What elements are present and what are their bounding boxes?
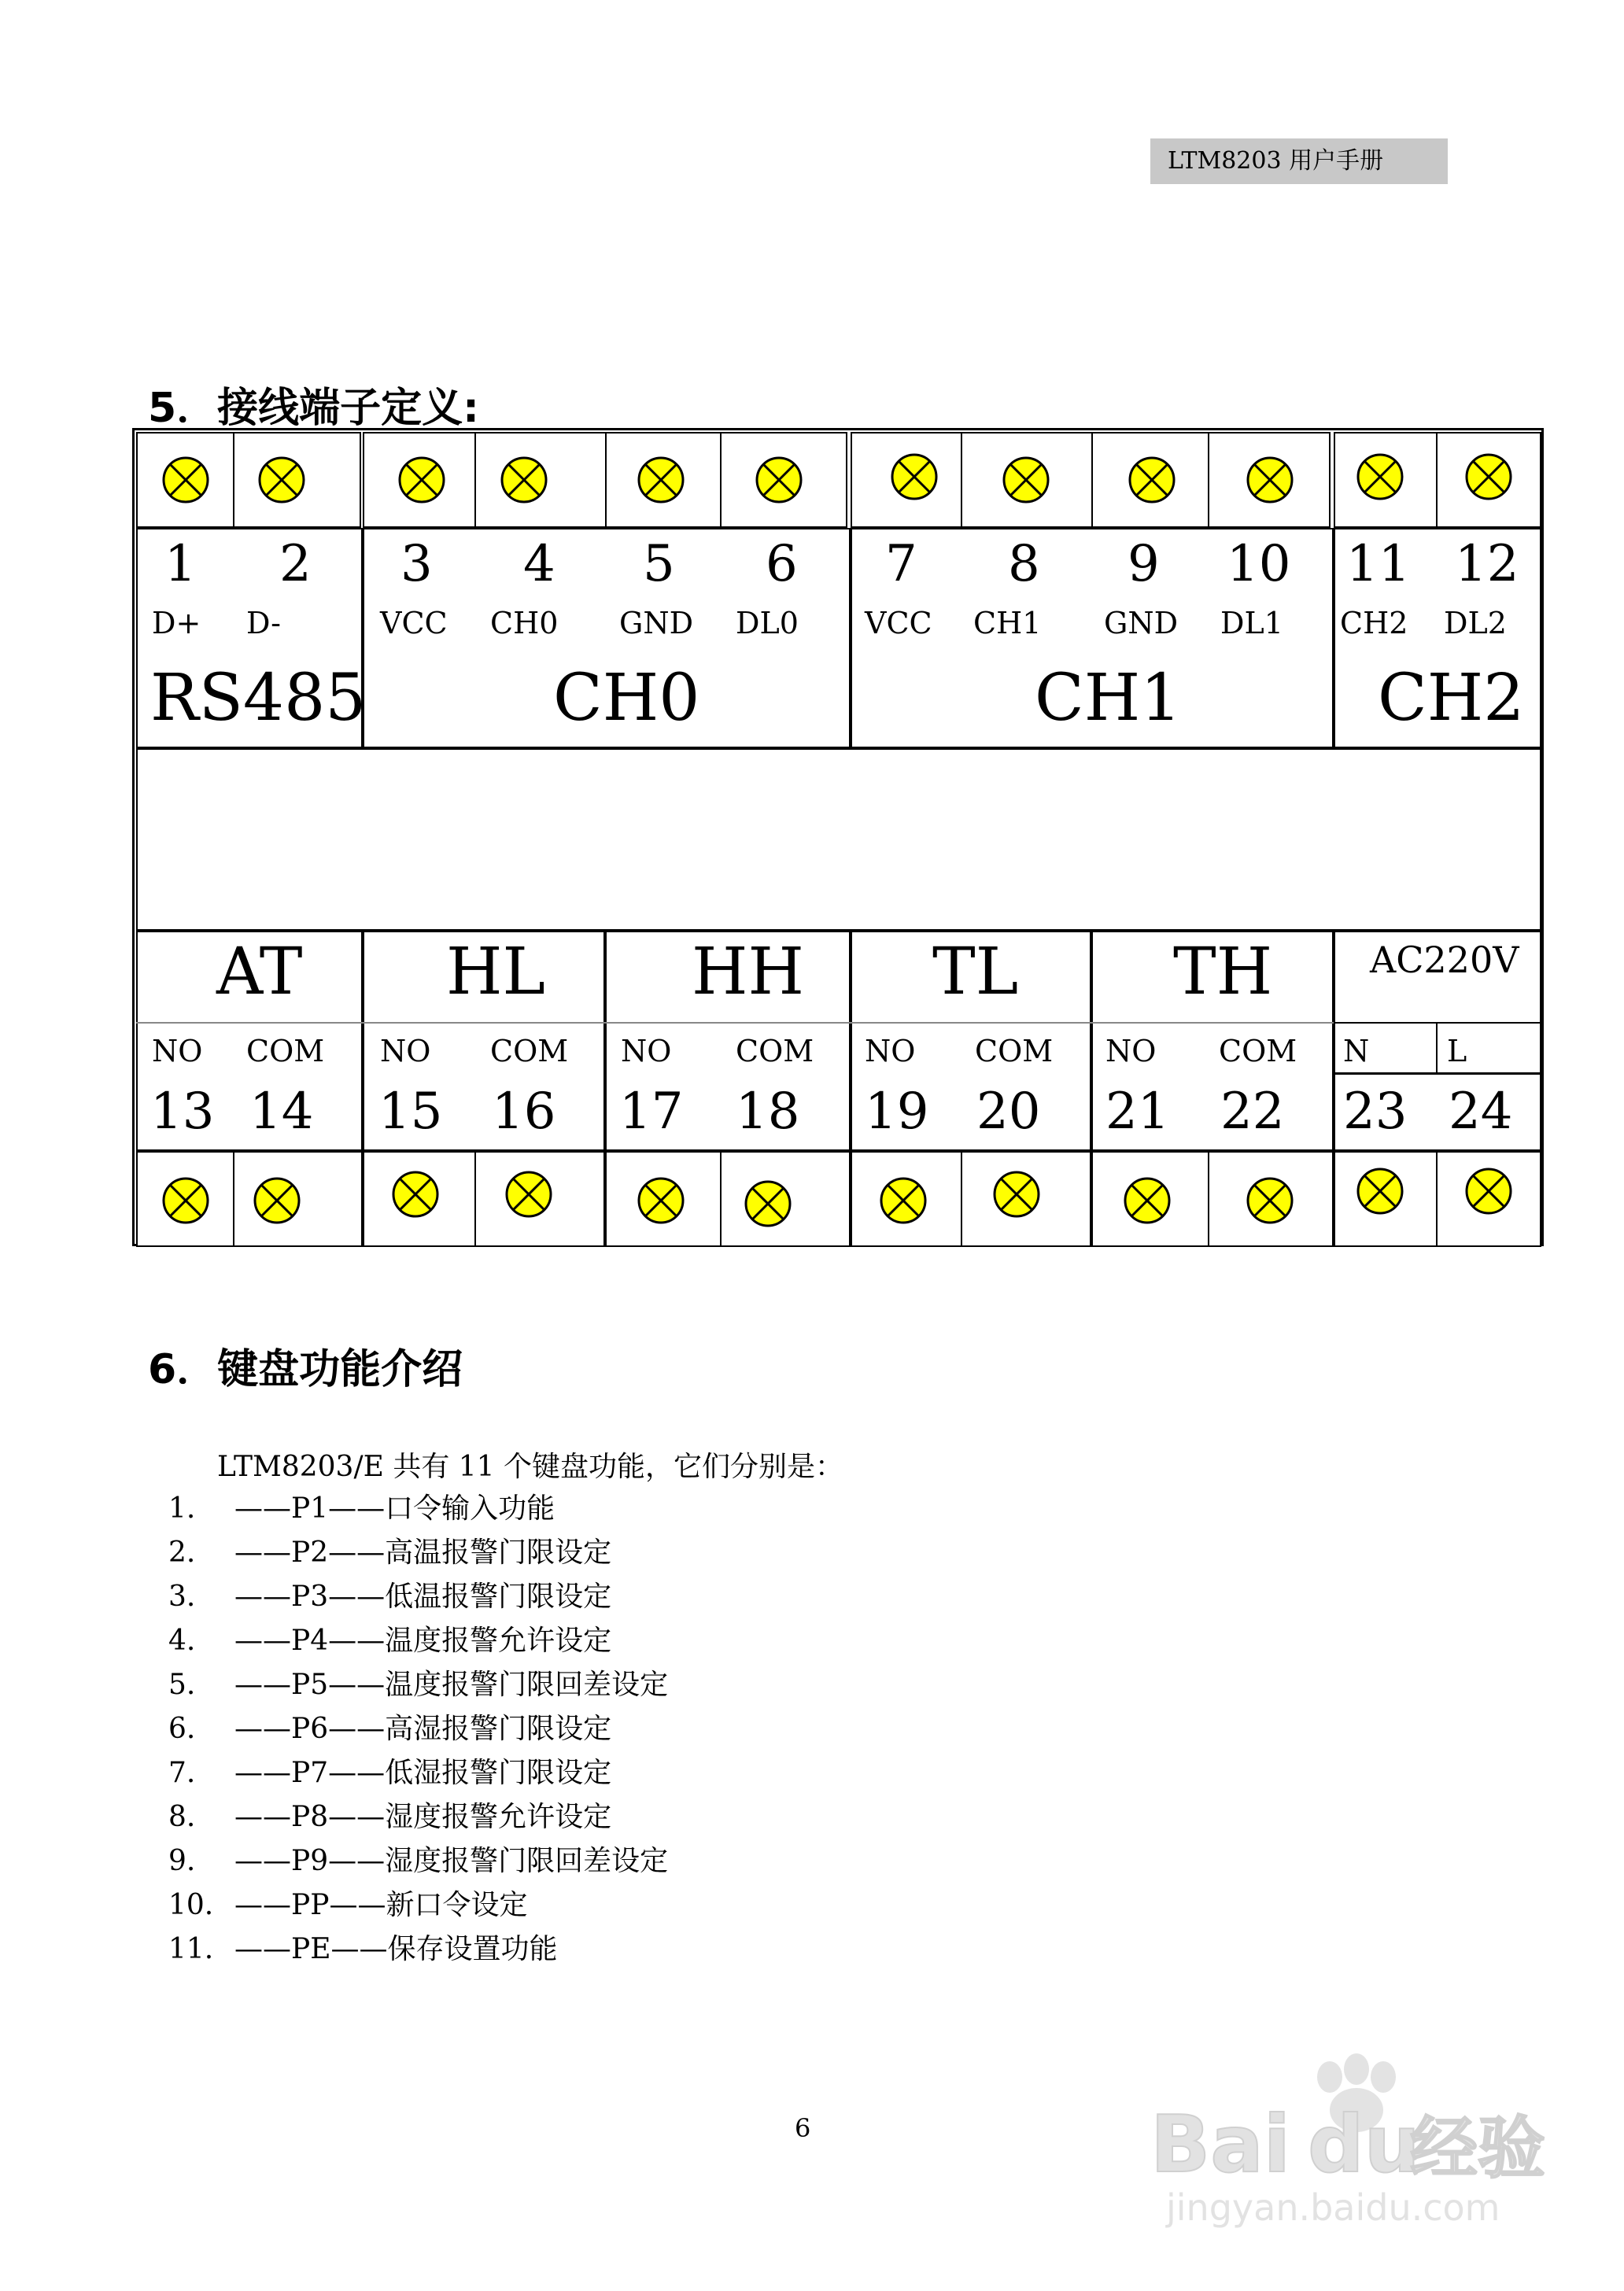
list-number: 2. xyxy=(168,1537,196,1569)
group-label-th: TH xyxy=(1173,935,1273,1009)
signal-label: DL2 xyxy=(1444,606,1507,640)
list-number: 10. xyxy=(168,1889,214,1921)
terminal-number: 1 xyxy=(164,535,197,593)
col-divider xyxy=(1436,1022,1438,1072)
terminal-screw-icon xyxy=(257,456,306,504)
terminal-screw-icon xyxy=(253,1176,301,1225)
terminal-screw-icon xyxy=(1128,456,1176,504)
signal-label: D+ xyxy=(152,606,201,640)
row-divider xyxy=(136,1022,1334,1024)
section-6-title: 6．键盘功能介绍 xyxy=(148,1346,463,1393)
terminal-number: 24 xyxy=(1449,1083,1513,1141)
list-text: ——P8——湿度报警允许设定 xyxy=(234,1801,612,1833)
terminal-number: 22 xyxy=(1220,1083,1285,1141)
list-number: 7. xyxy=(168,1757,196,1789)
list-text: ——PE——保存设置功能 xyxy=(234,1933,558,1965)
page-number: 6 xyxy=(795,2113,811,2143)
svg-text:Bai: Bai xyxy=(1150,2098,1290,2190)
terminal-screw-icon xyxy=(161,456,210,504)
list-number: 1. xyxy=(168,1492,196,1525)
list-text: ——P2——高温报警门限设定 xyxy=(234,1537,612,1569)
signal-label: GND xyxy=(1104,606,1179,640)
signal-label: NO xyxy=(1105,1034,1157,1068)
terminal-screw-icon xyxy=(1123,1176,1172,1225)
terminal-number: 6 xyxy=(766,535,798,593)
terminal-number: 7 xyxy=(885,535,917,593)
group-label-tl: TL xyxy=(932,935,1019,1009)
section-5-title: 5．接线端子定义: xyxy=(148,385,479,432)
list-number: 9. xyxy=(168,1845,196,1877)
terminal-screw-icon xyxy=(161,1176,210,1225)
terminal-screw-icon xyxy=(391,1170,440,1219)
list-number: 5. xyxy=(168,1669,196,1701)
terminal-screw-icon xyxy=(1002,456,1050,504)
signal-label: D- xyxy=(246,606,282,640)
keyboard-intro: LTM8203/E 共有 11 个键盘功能，它们分别是： xyxy=(217,1451,844,1483)
group-label-hl: HL xyxy=(446,935,545,1009)
terminal-number: 15 xyxy=(378,1083,443,1141)
signal-label: DL1 xyxy=(1220,606,1283,640)
terminal-number: 2 xyxy=(279,535,312,593)
terminal-diagram xyxy=(132,428,1544,1246)
signal-label: COM xyxy=(490,1034,569,1068)
svg-text:jingyan.baidu.com: jingyan.baidu.com xyxy=(1166,2186,1500,2229)
signal-label: NO xyxy=(152,1034,203,1068)
list-text: ——P4——温度报警允许设定 xyxy=(234,1625,612,1657)
terminal-number: 18 xyxy=(736,1083,800,1141)
signal-label: NO xyxy=(621,1034,672,1068)
list-text: ——P7——低湿报警门限设定 xyxy=(234,1757,612,1789)
signal-label: COM xyxy=(975,1034,1054,1068)
list-text: ——P5——温度报警门限回差设定 xyxy=(234,1669,669,1701)
signal-label: CH0 xyxy=(490,606,559,640)
list-number: 11. xyxy=(168,1933,214,1965)
signal-label: CH2 xyxy=(1340,606,1408,640)
terminal-screw-icon xyxy=(1464,1167,1513,1216)
terminal-screw-icon xyxy=(1356,452,1404,501)
terminal-screw-icon xyxy=(879,1176,928,1225)
terminal-number: 16 xyxy=(492,1083,556,1141)
list-text: ——P3——低温报警门限设定 xyxy=(234,1581,612,1613)
terminal-number: 4 xyxy=(523,535,555,593)
signal-label: NO xyxy=(380,1034,431,1068)
signal-label: CH1 xyxy=(973,606,1042,640)
group-label-hh: HH xyxy=(692,935,805,1009)
baidu-jingyan-watermark-icon xyxy=(1150,2046,1559,2234)
terminal-screw-icon xyxy=(755,456,803,504)
terminal-screw-icon xyxy=(1464,452,1513,501)
terminal-screw-icon xyxy=(637,456,685,504)
signal-label: DL0 xyxy=(736,606,799,640)
document-title-tag: LTM8203 用户手册 xyxy=(1150,138,1448,184)
list-number: 3. xyxy=(168,1581,196,1613)
terminal-screw-icon xyxy=(744,1179,792,1228)
list-text: ——P9——湿度报警门限回差设定 xyxy=(234,1845,669,1877)
svg-text:du: du xyxy=(1308,2098,1420,2190)
terminal-screw-icon xyxy=(890,452,939,501)
terminal-number: 8 xyxy=(1008,535,1040,593)
terminal-number: 21 xyxy=(1105,1083,1170,1141)
signal-label: COM xyxy=(1219,1034,1297,1068)
terminal-number: 19 xyxy=(865,1083,929,1141)
terminal-screw-icon xyxy=(500,456,548,504)
terminal-number: 9 xyxy=(1128,535,1160,593)
terminal-number: 12 xyxy=(1455,535,1519,593)
signal-label: L xyxy=(1447,1034,1467,1068)
terminal-screw-icon xyxy=(1246,456,1294,504)
terminal-number: 13 xyxy=(150,1083,215,1141)
svg-text:经验: 经验 xyxy=(1410,2109,1545,2188)
group-label-ch2: CH2 xyxy=(1378,661,1525,736)
list-number: 4. xyxy=(168,1625,196,1657)
row-divider xyxy=(1334,1022,1541,1024)
list-text: ——P6——高湿报警门限设定 xyxy=(234,1713,612,1745)
group-label-ch1: CH1 xyxy=(1035,661,1182,736)
terminal-number: 3 xyxy=(400,535,433,593)
signal-label: VCC xyxy=(865,606,932,640)
terminal-number: 5 xyxy=(643,535,675,593)
terminal-screw-icon xyxy=(637,1176,685,1225)
terminal-number: 17 xyxy=(619,1083,684,1141)
terminal-number: 10 xyxy=(1227,535,1291,593)
signal-label: COM xyxy=(736,1034,814,1068)
terminal-screw-icon xyxy=(1356,1167,1404,1216)
signal-label: N xyxy=(1343,1034,1370,1068)
list-text: ——PP——新口令设定 xyxy=(234,1889,528,1921)
terminal-number: 14 xyxy=(249,1083,314,1141)
terminal-screw-icon xyxy=(1246,1176,1294,1225)
terminal-number: 20 xyxy=(976,1083,1041,1141)
list-text: ——P1——口令输入功能 xyxy=(234,1492,555,1525)
row-divider xyxy=(1334,1072,1541,1075)
module-body xyxy=(136,748,1541,931)
list-number: 8. xyxy=(168,1801,196,1833)
group-label-at: AT xyxy=(216,935,303,1009)
terminal-screw-icon xyxy=(992,1170,1041,1219)
signal-label: GND xyxy=(619,606,694,640)
list-number: 6. xyxy=(168,1713,196,1745)
signal-label: NO xyxy=(865,1034,916,1068)
terminal-screw-icon xyxy=(397,456,446,504)
group-label-ac220v: AC220V xyxy=(1370,939,1519,981)
signal-label: COM xyxy=(246,1034,325,1068)
group-label-ch0: CH0 xyxy=(553,661,700,736)
terminal-screw-icon xyxy=(504,1170,553,1219)
terminal-number: 11 xyxy=(1346,535,1411,593)
signal-label: VCC xyxy=(380,606,448,640)
group-label-rs485: RS485 xyxy=(150,661,367,736)
terminal-number: 23 xyxy=(1343,1083,1408,1141)
